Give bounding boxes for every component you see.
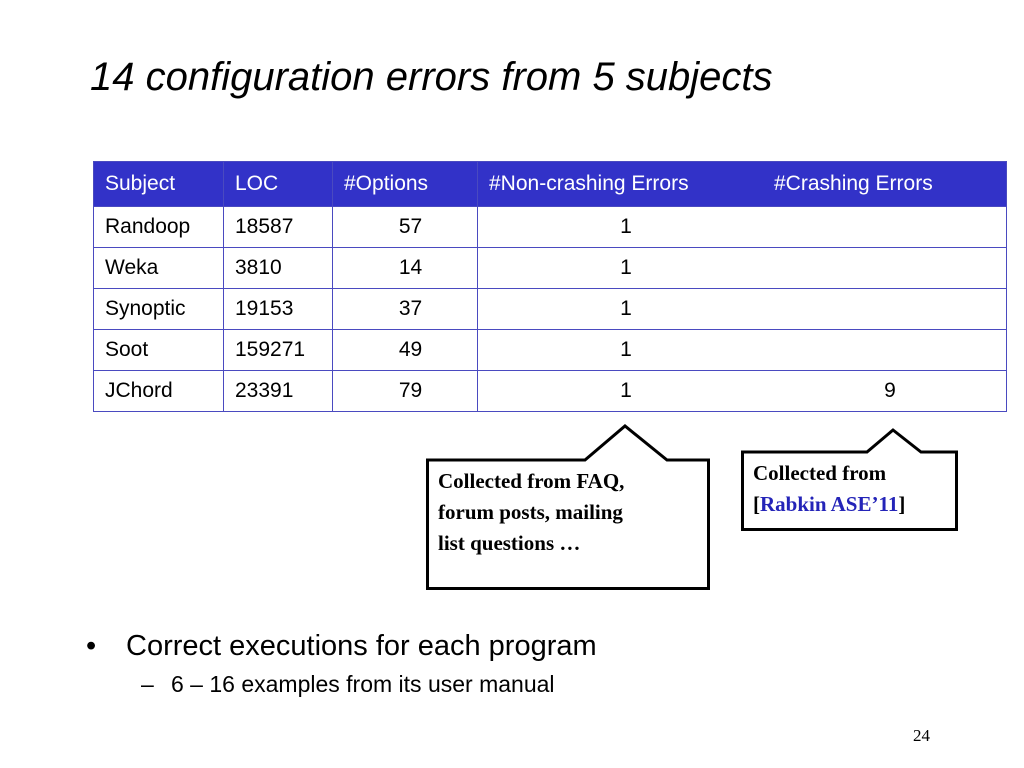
table-row (94, 371, 1007, 412)
citation-link[interactable]: Rabkin ASE’11 (760, 492, 899, 516)
cell-noncrashing-wrap (478, 248, 764, 289)
page-number: 24 (913, 726, 930, 745)
cell-noncrashing: 1 (620, 256, 632, 279)
cell-options: 79 (398, 379, 423, 402)
table-row (94, 207, 1007, 248)
citation-open-bracket: [ (753, 492, 760, 516)
cell-noncrashing-wrap (478, 330, 764, 371)
cell-noncrashing-wrap (478, 371, 764, 412)
cell-options: 14 (398, 256, 423, 279)
cell-loc: 159271 (224, 330, 333, 371)
cell-loc: 3810 (224, 248, 333, 289)
cell-crashing-wrap (763, 330, 1007, 371)
sub-bullet-text: 6 – 16 examples from its user manual (171, 671, 555, 697)
cell-loc: 18587 (224, 207, 333, 248)
cell-crashing-wrap (763, 289, 1007, 330)
sub-bullet-marker: – (141, 671, 154, 697)
callout-crashing-line-2 (753, 489, 953, 520)
cell-noncrashing: 1 (620, 379, 632, 402)
callout-noncrashing-line-1: Collected from FAQ, (438, 469, 625, 493)
cell-subject: Weka (94, 248, 224, 289)
table-row (94, 248, 1007, 289)
header-subject: Subject (94, 162, 224, 207)
cell-loc: 19153 (224, 289, 333, 330)
bullet-list (86, 630, 597, 698)
cell-crashing-wrap (763, 371, 1007, 412)
cell-options-wrap (333, 371, 478, 412)
callout-crashing-line-1: Collected from (753, 461, 887, 485)
cell-noncrashing: 1 (620, 215, 632, 238)
cell-options-wrap (333, 330, 478, 371)
header-options: #Options (333, 162, 478, 207)
cell-loc: 23391 (224, 371, 333, 412)
callout-crashing-text (753, 458, 953, 520)
sub-bullet-item (141, 671, 597, 698)
cell-subject: Synoptic (94, 289, 224, 330)
cell-options: 49 (398, 338, 423, 361)
citation-close-bracket: ] (898, 492, 906, 516)
callout-noncrashing-text (438, 466, 703, 559)
table-header-row (94, 162, 1007, 207)
cell-subject: Soot (94, 330, 224, 371)
callout-noncrashing-line-3: list questions … (438, 531, 581, 555)
header-loc: LOC (224, 162, 333, 207)
subjects-table (93, 161, 1007, 412)
table-row (94, 289, 1007, 330)
cell-subject: Randoop (94, 207, 224, 248)
slide-title: 14 configuration errors from 5 subjects (90, 55, 773, 99)
callout-noncrashing-source (426, 424, 710, 590)
cell-options-wrap (333, 248, 478, 289)
cell-crashing: 9 (884, 379, 896, 402)
header-crashing-errors: #Crashing Errors (763, 162, 1007, 207)
cell-noncrashing: 1 (620, 338, 632, 361)
bullet-item (86, 630, 597, 663)
callout-crashing-source (741, 428, 958, 531)
cell-noncrashing: 1 (620, 297, 632, 320)
cell-noncrashing-wrap (478, 289, 764, 330)
header-noncrashing-errors: #Non-crashing Errors (478, 162, 764, 207)
cell-options: 37 (398, 297, 423, 320)
cell-noncrashing-wrap (478, 207, 764, 248)
cell-subject: JChord (94, 371, 224, 412)
cell-options-wrap (333, 207, 478, 248)
cell-options: 57 (398, 215, 423, 238)
table-row (94, 330, 1007, 371)
cell-crashing-wrap (763, 248, 1007, 289)
cell-options-wrap (333, 289, 478, 330)
bullet-marker: • (86, 630, 97, 662)
callout-noncrashing-line-2: forum posts, mailing (438, 500, 623, 524)
bullet-text: Correct executions for each program (126, 630, 597, 662)
cell-crashing-wrap (763, 207, 1007, 248)
